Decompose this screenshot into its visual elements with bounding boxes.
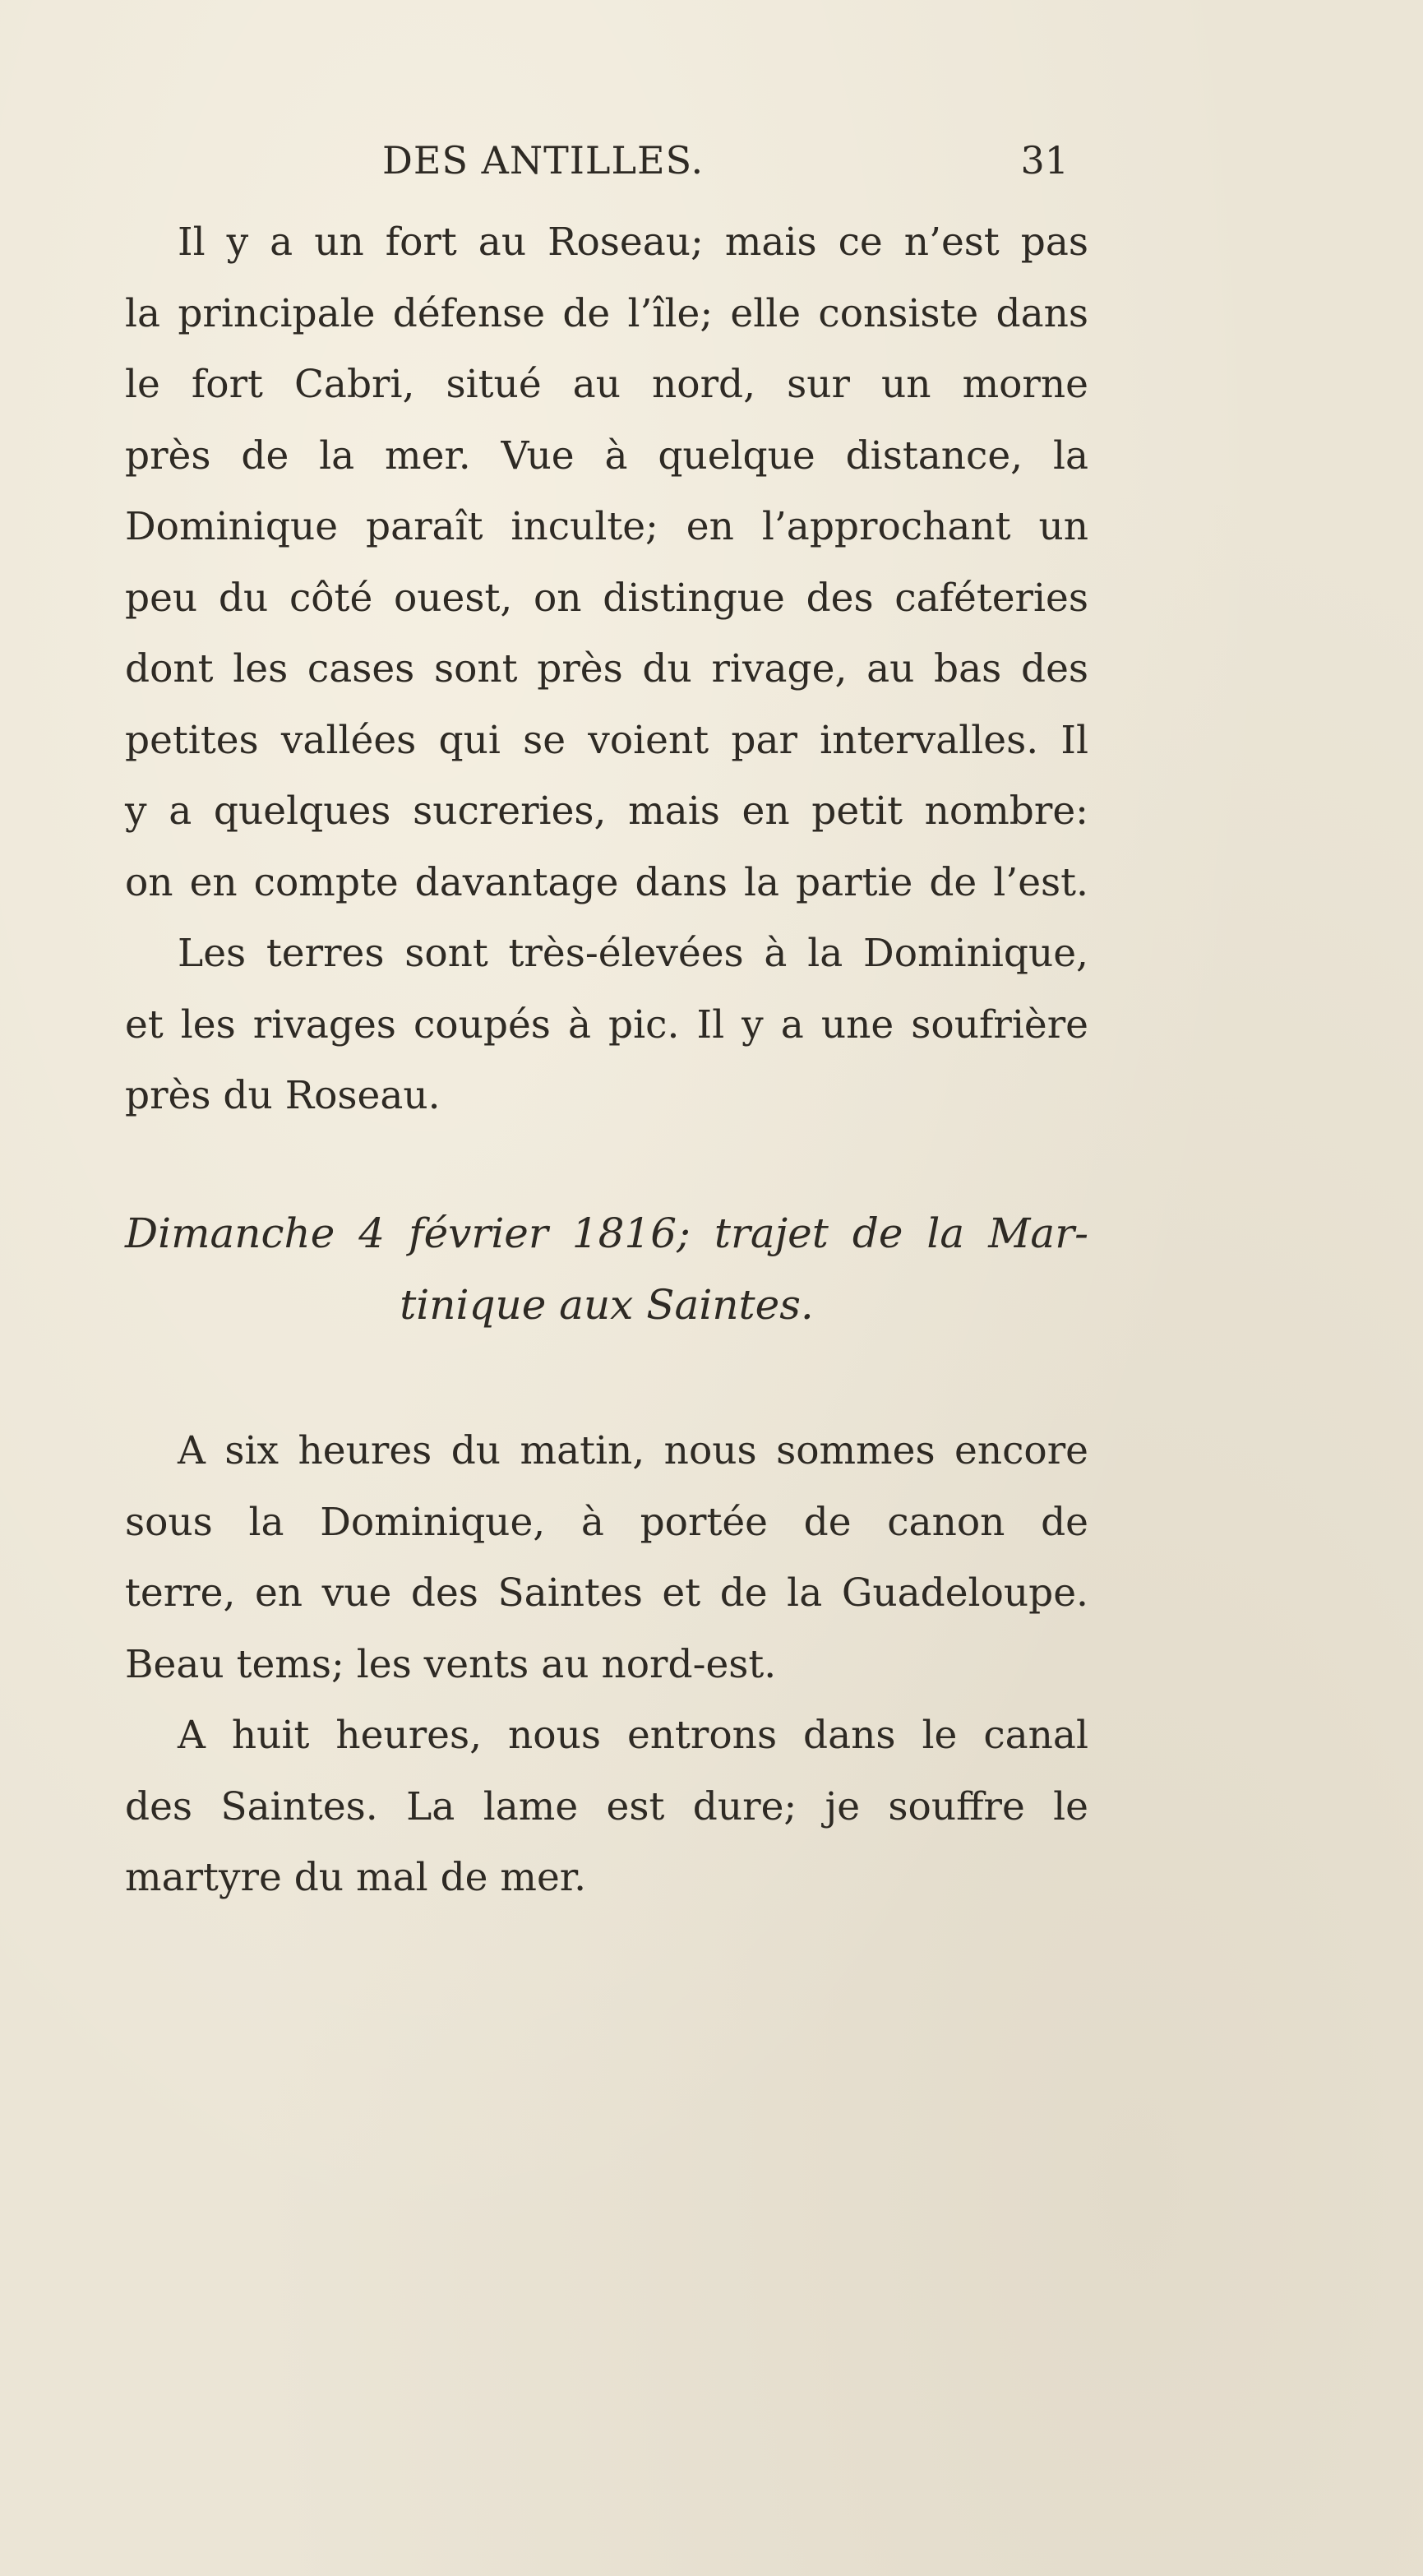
running-head [123, 138, 1077, 196]
paragraph-3 [125, 1416, 1088, 1914]
text-line: on en compte davantage dans la partie de l’est. [125, 859, 1088, 905]
paragraph-1 [125, 207, 1088, 1132]
text-line: Dominique paraît inculte; en l’approchant un [125, 504, 1088, 549]
text-line: le fort Cabri, situé au nord, sur un morne [125, 362, 1088, 407]
text-line: terre, en vue des Saintes et de la Guadeloupe. [125, 1570, 1088, 1616]
text-line: petites vallées qui se voient par intervalles. Il [125, 717, 1088, 763]
text-line: A six heures du matin, nous sommes encore [178, 1428, 1088, 1473]
text-line: Beau tems; les vents au nord-est. [125, 1641, 777, 1687]
running-head-title: DES ANTILLES. [382, 138, 705, 183]
text-line: et les rivages coupés à pic. Il y a une soufrière [125, 1001, 1088, 1048]
text-line: Il y a un fort au Roseau; mais ce n’est pas [178, 220, 1088, 265]
text-line: martyre du mal de mer. [125, 1855, 587, 1900]
text-line: des Saintes. La lame est dure; je souffre le [125, 1783, 1088, 1829]
text-line: dont les cases sont près du rivage, au bas des [125, 646, 1088, 691]
heading-line: tinique aux Saintes. [400, 1280, 814, 1329]
text-line: peu du côté ouest, on distingue des caféteries [125, 575, 1088, 621]
text-line: la principale défense de l’île; elle consiste dans [125, 290, 1088, 336]
text-line: près du Roseau. [125, 1073, 441, 1118]
text-line: sous la Dominique, à portée de canon de [125, 1499, 1088, 1545]
heading-line: Dimanche 4 février 1816; trajet de la Mar- [125, 1209, 1088, 1257]
text-line: A huit heures, nous entrons dans le canal [178, 1713, 1088, 1758]
section-heading [125, 1196, 1088, 1339]
text-line: y a quelques sucreries, mais en petit nombre: [125, 789, 1088, 834]
page-number: 31 [1020, 138, 1069, 183]
text-line: près de la mer. Vue à quelque distance, la [125, 432, 1088, 479]
text-line: Les terres sont très-élevées à la Dominique, [178, 931, 1088, 976]
